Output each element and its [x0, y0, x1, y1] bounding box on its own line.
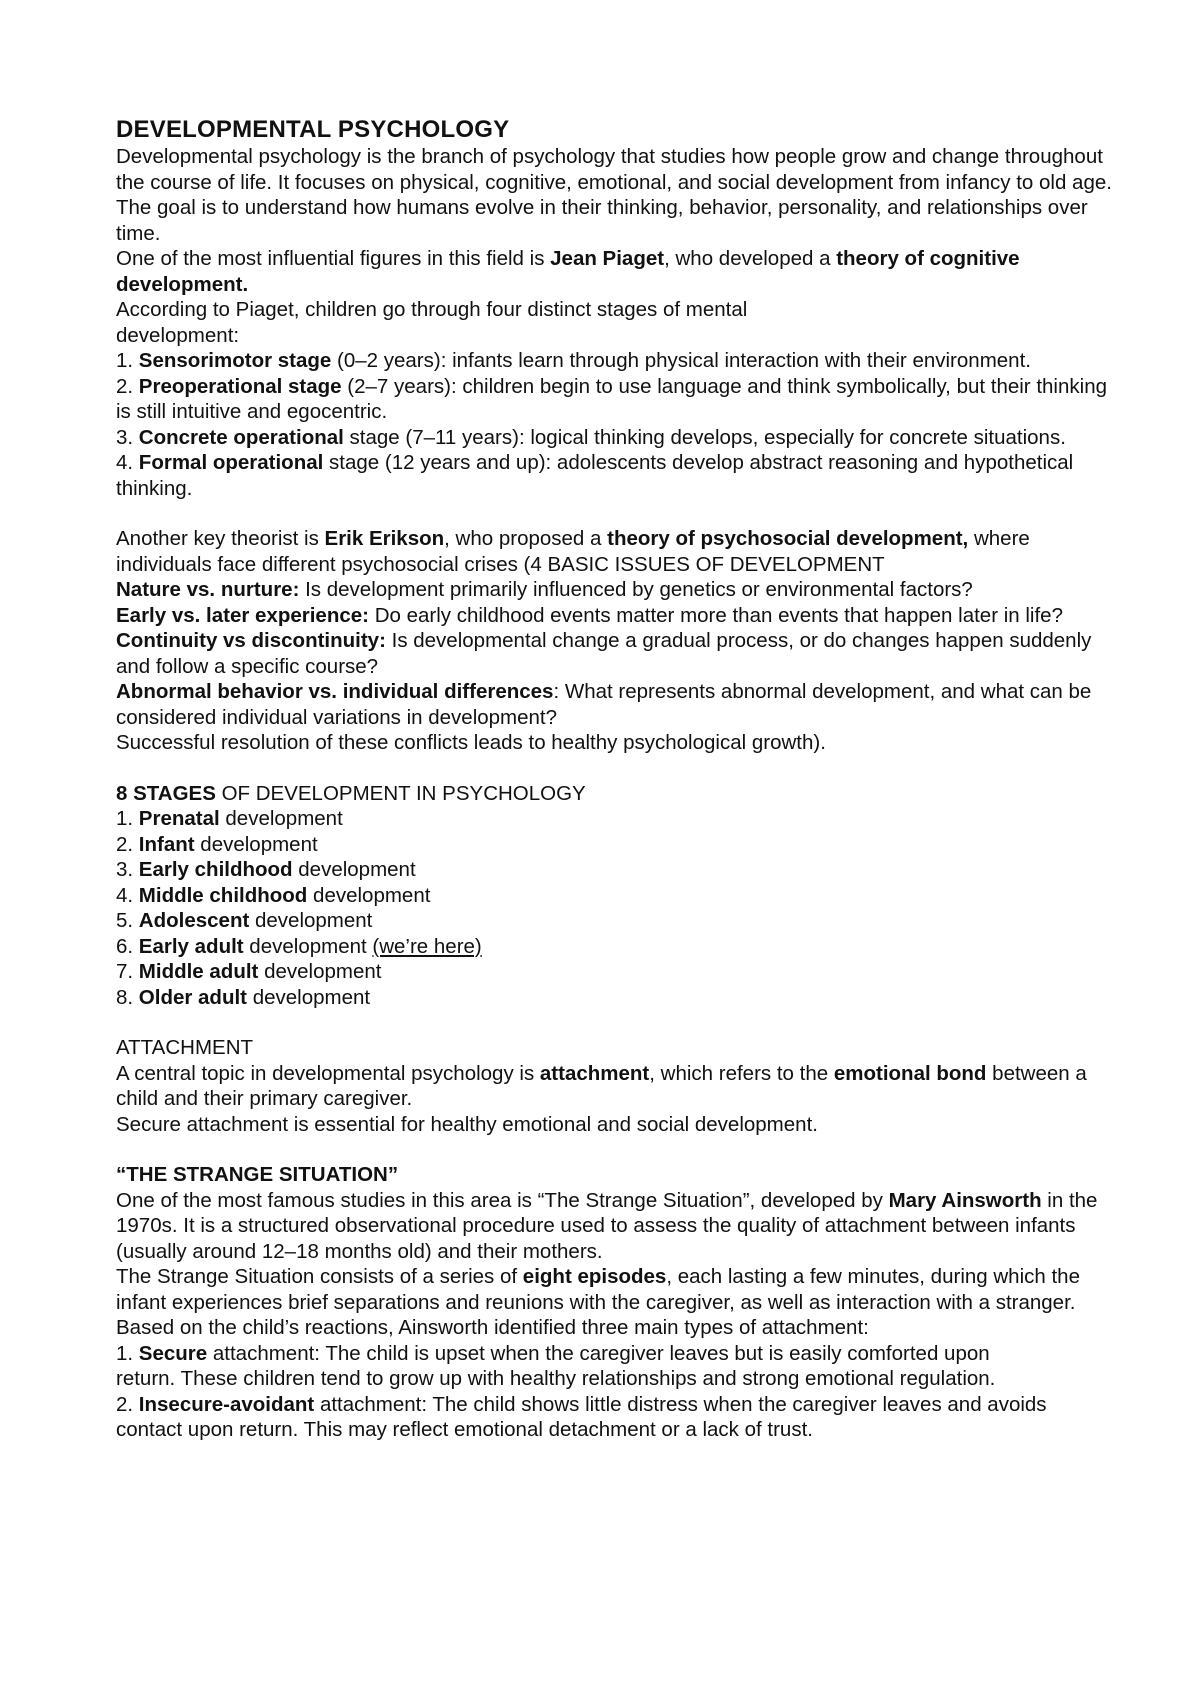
list-item: 5. Adolescent development — [116, 909, 373, 932]
list-item: 3. Concrete operational stage (7–11 years): logical thinking develops, especially for concrete situations. — [116, 425, 1066, 449]
list-item: 7. Middle adult development — [116, 960, 382, 983]
piaget-end: . — [242, 272, 249, 296]
document-page — [116, 116, 1116, 1443]
secure-attachment-note: Secure attachment is essential for healthy emotional and social development. — [116, 1112, 818, 1136]
list-item: 1. Sensorimotor stage (0–2 years): infants learn through physical interaction with their environment. — [116, 349, 1031, 372]
list-item: 1. Prenatal development — [116, 807, 343, 830]
list-item: 2. Preoperational stage (2–7 years): children begin to use language and think symbolically, but their thinking is still intuitive and egocentric. — [116, 374, 1107, 423]
list-item: 1. Secure attachment: The child is upset when the caregiver leaves but is easily comforted upon return. These children tend to grow up with healthy relationships and strong emotional regulation. — [116, 1341, 996, 1390]
piaget-lead: One of the most influential figures in this field is — [116, 247, 551, 270]
list-item: 3. Early childhood development — [116, 858, 416, 881]
attachment-types-list — [116, 1341, 1116, 1443]
list-item: 4. Middle childhood development — [116, 883, 431, 907]
piaget-name: Jean Piaget — [550, 247, 665, 270]
erikson-paragraph: Another key theorist is Erik Erikson, who proposed a theory of psychosocial development, where individuals face different psychosocial crises (4 BASIC ISSUES OF DEVELOPMENT — [116, 527, 1030, 576]
piaget-mid: , who developed a — [664, 247, 837, 270]
list-item: 4. Formal operational stage (12 years and up): adolescents develop abstract reasoning and hypothetical thinking. — [116, 451, 1074, 500]
list-item: 2. Insecure-avoidant attachment: The child shows little distress when the caregiver leaves and avoids contact upon return. This may reflect emotional detachment or a lack of trust. — [116, 1392, 1047, 1441]
erikson-theory: theory of psychosocial development, — [607, 527, 969, 550]
issues-list — [116, 577, 1116, 730]
piaget-paragraph — [116, 246, 1116, 297]
list-item: 2. Infant development — [116, 832, 318, 856]
list-item: 6. Early adult development (we’re here) — [116, 934, 482, 958]
document-title: DEVELOPMENTAL PSYCHOLOGY — [116, 116, 510, 143]
list-item: Abnormal behavior vs. individual differences: What represents abnormal development, and what can be considered individual variations in development? — [116, 680, 1092, 729]
strange-situation-paragraph: One of the most famous studies in this area is “The Strange Situation”, developed by Mary Ainsworth in the 1970s. It is a structured observational procedure used to assess the quality of attachment between infants (usually around 12–18 months old) and their mothers. — [116, 1188, 1098, 1263]
attachment-paragraph: A central topic in developmental psychology is attachment, which refers to the emotional bond between a child and their primary caregiver. — [116, 1061, 1087, 1110]
piaget-stage-list — [116, 348, 1116, 501]
intro-paragraph: Developmental psychology is the branch of psychology that studies how people grow and change throughout the course of life. It focuses on physical, cognitive, emotional, and social development from infancy to old age. The goal is to understand how humans evolve in their thinking, behavior, personality, and relationships over time. — [116, 145, 1112, 245]
attachment-heading: ATTACHMENT — [116, 1036, 254, 1059]
eight-stages-list — [116, 806, 1116, 1010]
strange-situation-heading: “THE STRANGE SITUATION” — [116, 1163, 399, 1186]
strange-situation-episodes: The Strange Situation consists of a series of eight episodes, each lasting a few minutes, during which the infant experiences brief separations and reunions with the caregiver, as well as interaction with a stranger. Based on the child’s reactions, Ainsworth identified three main types of attachment: — [116, 1265, 1080, 1339]
list-item: 8. Older adult development — [116, 985, 371, 1009]
list-item: Early vs. later experience: Do early childhood events matter more than events that happen later in life? — [116, 603, 1063, 627]
we-are-here-note: (we’re here) — [372, 934, 482, 958]
erikson-closing: Successful resolution of these conflicts leads to healthy psychological growth). — [116, 731, 826, 754]
erikson-name: Erik Erikson — [324, 527, 445, 550]
piaget-theory: theory of cognitive development — [116, 247, 1020, 296]
list-item: Continuity vs discontinuity: Is developmental change a gradual process, or do changes happen suddenly and follow a specific course? — [116, 629, 1092, 678]
eight-stages-heading: 8 STAGES OF DEVELOPMENT IN PSYCHOLOGY — [116, 781, 586, 805]
piaget-according: According to Piaget, children go through four distinct stages of mental development: — [116, 298, 748, 347]
list-item: Nature vs. nurture: Is development primarily influenced by genetics or environmental factors? — [116, 578, 973, 601]
